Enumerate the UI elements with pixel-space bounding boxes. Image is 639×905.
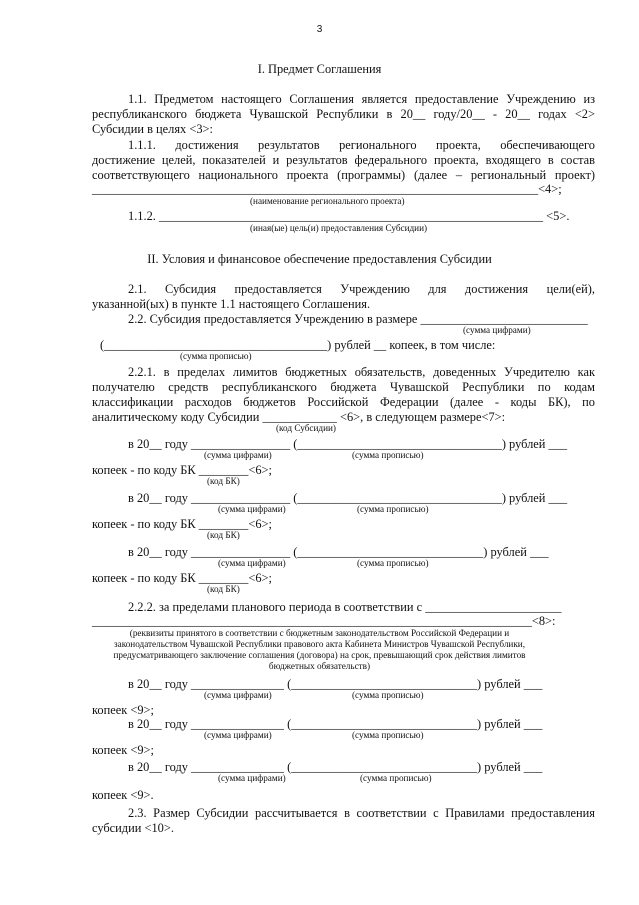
caption-regional-project: (наименование регионального проекта)	[250, 196, 405, 206]
clause-2-2-2-blank: _______________________________________________________________________<8>:	[92, 614, 556, 628]
kopek-line: копеек <9>.	[92, 788, 154, 802]
clause-2-3-line: 2.3. Размер Субсидии рассчитывается в соответствии с Правилами предоставления	[128, 806, 595, 820]
kopek-line: копеек <9>;	[92, 743, 154, 757]
clause-1-1-1-line: соответствующего национального проекта (программы) (далее – региональный проект)	[92, 168, 595, 182]
clause-1-1-1-line: 1.1.1. достижения результатов регионального проекта, обеспечивающего	[128, 138, 595, 152]
caption-bk-code: (код БК)	[207, 530, 240, 540]
clause-2-1-line: 2.1. Субсидия предоставляется Учреждению для достижения цели(ей),	[128, 282, 595, 296]
year-amount-line: в 20__ году ________________ (_________________________________) рублей ___	[128, 437, 568, 451]
kopek-bk-line: копеек - по коду БК ________<6>;	[92, 463, 272, 477]
caption-requisites: (реквизиты принятого в соответствии с бюджетным законодательством Российской Федерации и	[129, 628, 510, 638]
clause-1-1-line: 1.1. Предметом настоящего Соглашения является предоставление Учреждению из	[128, 92, 595, 106]
clause-2-2-1-line: 2.2.1. в пределах лимитов бюджетных обязательств, доведенных Учредителю как	[128, 365, 595, 379]
clause-1-1-1-line: достижение целей, показателей и результатов федерального проекта, входящего в состав	[92, 153, 595, 167]
caption-sum-digits: (сумма цифрами)	[204, 730, 272, 740]
year-amount-line: в 20__ году _______________ (______________________________) рублей ___	[128, 760, 543, 774]
caption-requisites: предусматривающего заключение соглашения (договора) на срок, превышающий срок действия лимитов	[113, 650, 526, 660]
year-amount-line: в 20__ году ________________ (______________________________) рублей ___	[128, 545, 549, 559]
caption-sum-digits: (сумма цифрами)	[204, 690, 272, 700]
caption-sum-digits: (сумма цифрами)	[204, 450, 272, 460]
clause-2-1-line: указанной(ых) в пункте 1.1 настоящего Соглашения.	[92, 297, 371, 311]
caption-requisites: бюджетных обязательств)	[268, 661, 371, 671]
section-2-heading: II. Условия и финансовое обеспечение предоставления Субсидии	[147, 252, 492, 266]
caption-bk-code: (код БК)	[207, 584, 240, 594]
clause-2-2-1-line: аналитическому коду Субсидии ____________ <6>, в следующем размере<7>:	[92, 410, 506, 424]
clause-2-2-1-line: получателю средств республиканского бюджета Чувашской Республики по кодам	[92, 380, 595, 394]
clause-1-1-2: 1.1.2. ______________________________________________________________ <5>.	[128, 209, 570, 223]
caption-sum-digits: (сумма цифрами)	[218, 504, 286, 514]
kopek-bk-line: копеек - по коду БК ________<6>;	[92, 517, 272, 531]
clause-2-2-1-line: классификации расходов бюджетов Российской Федерации (далее - коды БК), по	[92, 395, 595, 409]
clause-2-3-line: субсидии <10>.	[92, 821, 174, 835]
caption-goals: (иная(ые) цель(и) предоставления Субсидии)	[250, 223, 428, 233]
clause-1-1-line: Субсидии в целях <3>:	[92, 122, 213, 136]
caption-sum-digits: (сумма цифрами)	[218, 773, 286, 783]
kopek-bk-line: копеек - по коду БК ________<6>;	[92, 571, 272, 585]
year-amount-line: в 20__ году ________________ (_________________________________) рублей ___	[128, 491, 568, 505]
caption-sum-words: (сумма прописью)	[357, 504, 429, 514]
caption-subsidy-code: (код Субсидии)	[276, 423, 336, 433]
year-amount-line: в 20__ году _______________ (______________________________) рублей ___	[128, 677, 543, 691]
caption-sum-words: (сумма прописью)	[352, 690, 424, 700]
caption-sum-digits: (сумма цифрами)	[463, 325, 531, 335]
caption-sum-words: (сумма прописью)	[360, 773, 432, 783]
page-number: 3	[316, 24, 323, 35]
section-1-heading: I. Предмет Соглашения	[257, 62, 382, 76]
clause-1-1-line: республиканского бюджета Чувашской Республики в 20__ году/20__ - 20__ годах <2>	[92, 107, 595, 121]
caption-sum-words: (сумма прописью)	[352, 730, 424, 740]
year-amount-line: в 20__ году _______________ (______________________________) рублей ___	[128, 717, 543, 731]
clause-2-2-2: 2.2.2. за пределами планового периода в соответствии с ______________________	[128, 600, 562, 614]
caption-sum-digits: (сумма цифрами)	[218, 558, 286, 568]
clause-2-2-continued: (____________________________________) рублей __ копеек, в том числе:	[100, 338, 496, 352]
clause-2-2: 2.2. Субсидия предоставляется Учреждению в размере ___________________________	[128, 312, 588, 326]
regional-project-blank: ________________________________________________________________________<4>;	[92, 182, 562, 196]
caption-sum-words: (сумма прописью)	[357, 558, 429, 568]
caption-bk-code: (код БК)	[207, 476, 240, 486]
caption-sum-words: (сумма прописью)	[180, 351, 252, 361]
kopek-line: копеек <9>;	[92, 703, 154, 717]
caption-sum-words: (сумма прописью)	[352, 450, 424, 460]
caption-requisites: законодательством Чувашской Республики правового акта Кабинета Министров Чувашской Республики,	[113, 639, 526, 649]
